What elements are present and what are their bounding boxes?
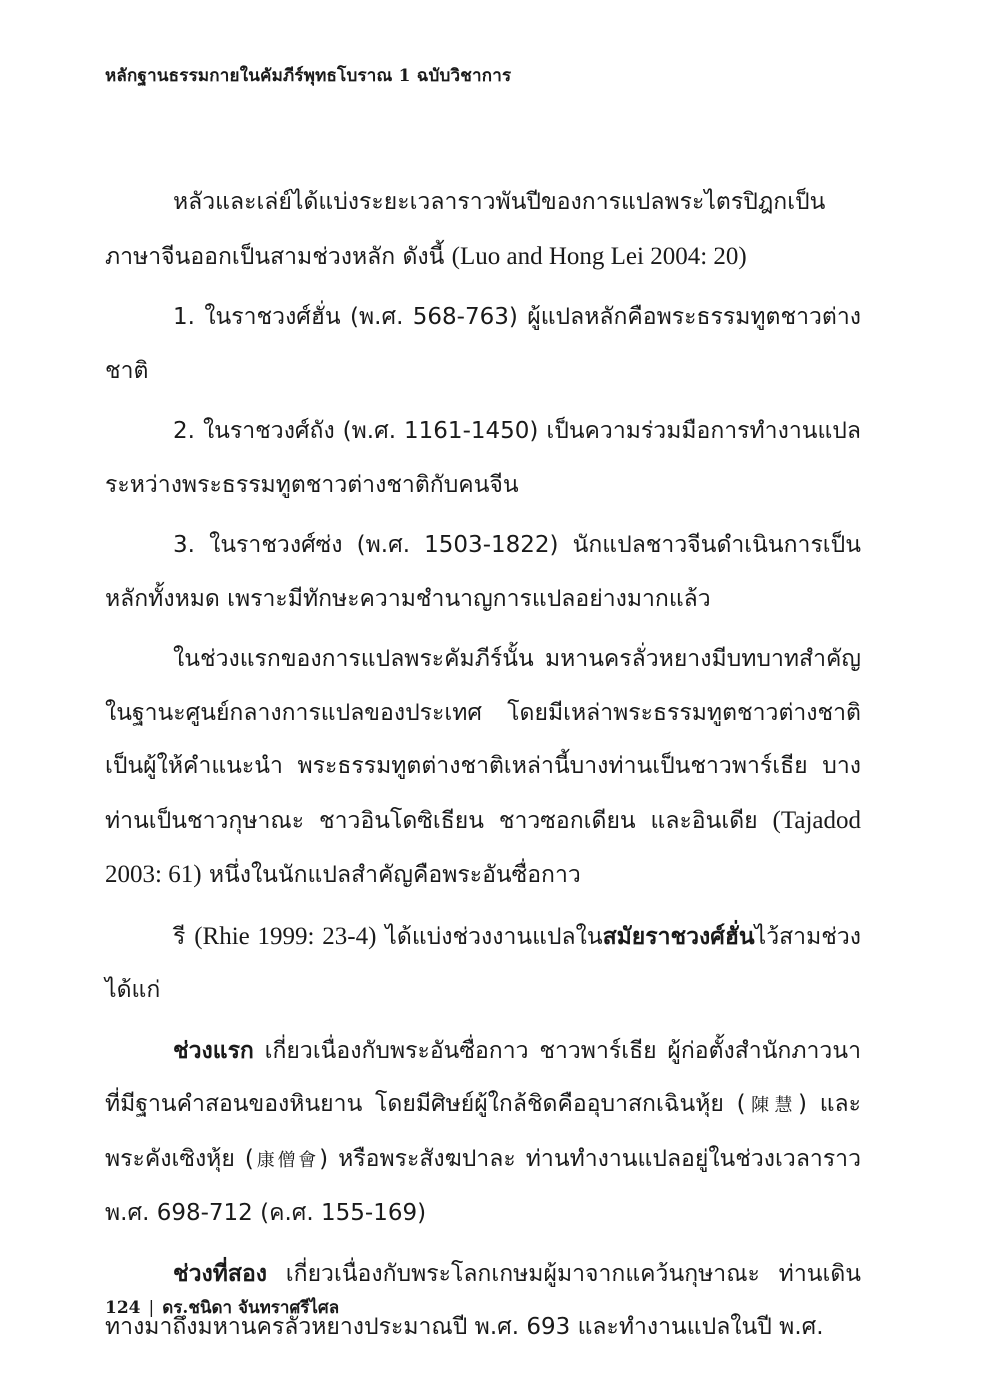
bold-term: สมัยราชวงศ์ฮั่น xyxy=(602,923,755,950)
paragraph-text: ) และพระคังเซิงหุ้ย ( xyxy=(105,1091,861,1172)
paragraph-early-period xyxy=(105,633,861,903)
list-item-tang: 2. ในราชวงศ์ถัง (พ.ศ. 1161-1450) เป็นความร่วมมือการทำงานแปลระหว่างพระธรรมทูตชาวต่างชาติกับคนจีน xyxy=(105,418,861,498)
page-footer xyxy=(105,1294,339,1321)
paragraph-first-phase xyxy=(105,1025,861,1241)
citation: (Rhie 1999: 23-4) xyxy=(194,922,377,950)
running-header: หลักฐานธรรมกายในคัมภีร์พุทธโบราณ 1 ฉบับวิชาการ xyxy=(105,66,512,86)
paragraph-text: เกี่ยวเนื่องกับพระโลกเกษมผู้มาจากแคว้นกุษาณะ ท่านเดินทางมาถึงมหานครลั่วหยางประมาณปี พ.ศ. 693 และทำงานแปลในปี พ.ศ. xyxy=(105,1260,861,1340)
paragraph-text: หนึ่งในนักแปลสำคัญคือพระอันซื่อกาว xyxy=(201,862,581,888)
paragraph-text: ในช่วงแรกของการแปลพระคัมภีร์นั้น มหานครลั่วหยางมีบทบาทสำคัญในฐานะศูนย์กลางการแปลของประเทศ โดยมีเหล่าพระธรรมทูตชาวต่างชาติเป็นผู้ให้คำแนะนำ พระธรรมทูตต่างชาติเหล่านี้บางท่านเป็นชาวพาร์เธีย บางท่านเป็นชาวกุษาณะ ชาวอินโดซิเธียน ชาวซอกเดียน และอินเดีย xyxy=(105,646,861,834)
paragraph-intro xyxy=(105,176,861,284)
phase-label: ช่วงแรก xyxy=(173,1037,254,1064)
citation: (Tajadod 2003: 61) xyxy=(105,806,861,888)
list-item-song: 3. ในราชวงศ์ซ่ง (พ.ศ. 1503-1822) นักแปลชาวจีนดำเนินการเป็นหลักทั้งหมด เพราะมีทักษะความชำนาญการแปลอย่างมากแล้ว xyxy=(105,532,861,612)
list-item-han: 1. ในราชวงศ์ฮั่น (พ.ศ. 568-763) ผู้แปลหลักคือพระธรรมทูตชาวต่างชาติ xyxy=(105,304,861,384)
chinese-name: 康僧會 xyxy=(253,1149,320,1171)
paragraph-text: รี xyxy=(173,923,195,950)
body-text xyxy=(105,176,861,1362)
paragraph-text: ไว้สามช่วง ได้แก่ xyxy=(105,923,861,1003)
paragraph-text: ) หรือพระสังฆปาละ ท่านทำงานแปลอยู่ในช่วงเวลาราว พ.ศ. 698-712 (ค.ศ. 155-169) xyxy=(105,1145,862,1226)
citation: (Luo and Hong Lei 2004: 20) xyxy=(451,242,747,270)
chinese-name: 陳慧 xyxy=(745,1095,798,1116)
author-name: ดร.ชนิดา จันทราศรีไศล xyxy=(162,1298,340,1318)
footer-separator: | xyxy=(148,1298,155,1318)
paragraph-text: ได้แบ่งช่วงงานแปลใน xyxy=(376,923,603,950)
paragraph-text: หลัวและเล่ย์ได้แบ่งระยะเวลาราวพันปีของการแปลพระไตรปิฎกเป็นภาษาจีนออกเป็นสามช่วงหลัก ดังนี้ xyxy=(105,189,826,270)
page-number: 124 xyxy=(105,1298,141,1318)
paragraph-text: เกี่ยวเนื่องกับพระอันซื่อกาว ชาวพาร์เธีย ผู้ก่อตั้งสำนักภาวนาที่มีฐานคำสอนของหินยาน โดยมีศิษย์ผู้ใกล้ชิดคืออุบาสกเฉินหุ้ย ( xyxy=(105,1037,861,1117)
paragraph-rhie xyxy=(105,910,861,1018)
phase-label: ช่วงที่สอง xyxy=(173,1260,267,1287)
